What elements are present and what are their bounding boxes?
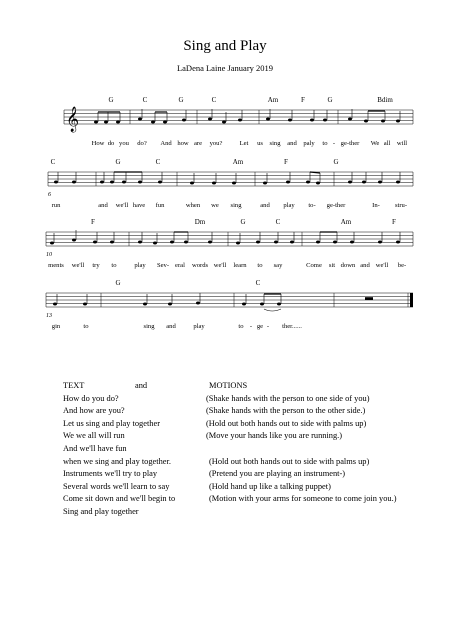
lyric-syllable: sit	[328, 262, 336, 269]
lyric-syllable: all	[383, 140, 391, 147]
lyric-syllable: gin	[51, 323, 61, 330]
lyric-line: Come sit down and we'll begin to	[63, 494, 176, 504]
motion-instruction: (Hold out both hands out to side with palms up)	[206, 418, 367, 428]
lyric-syllable: stru-	[394, 202, 408, 209]
text-motion-row	[63, 456, 423, 469]
lyric-syllable: ge	[256, 323, 264, 330]
lyric-syllable: to	[111, 262, 117, 269]
lyric-syllable: ge-ther	[326, 202, 346, 209]
chord-symbol: C	[142, 96, 148, 104]
composer-date: LaDena Laine January 2019	[176, 63, 274, 73]
chord-symbol: G	[240, 218, 246, 226]
lyric-line: And how are you?	[63, 406, 125, 416]
and-header: and	[135, 381, 148, 390]
lyric-syllable: we	[211, 202, 219, 209]
lyric-syllable: How	[91, 140, 105, 147]
lyric-syllable: down	[340, 262, 356, 269]
text-motion-row	[63, 418, 423, 431]
chord-symbol: F	[284, 158, 288, 166]
lyric-syllable: us	[257, 140, 263, 147]
text-and-motions	[63, 380, 423, 519]
lyric-line: when we sing and play together.	[63, 456, 171, 466]
motion-instruction: (Motion with your arms for someone to come join you.)	[209, 494, 397, 504]
lyric-syllable: are	[193, 140, 203, 147]
lyric-syllable: ther......	[282, 323, 302, 330]
motion-instruction: (Pretend you are playing an instrument-)	[209, 469, 346, 479]
lyrics-row	[0, 323, 450, 335]
motion-instruction: (Shake hands with the person to the other side.)	[206, 406, 366, 416]
text-motion-row	[63, 481, 423, 494]
lyrics-row	[0, 140, 450, 152]
lyric-syllable: to	[83, 323, 89, 330]
text-motion-row	[63, 468, 423, 481]
lyric-syllable: we'll	[375, 262, 389, 269]
lyric-syllable: to	[238, 323, 244, 330]
chord-symbol: G	[333, 158, 339, 166]
text-header-row	[63, 380, 423, 393]
lyric-syllable: ments	[48, 262, 64, 269]
lyric-syllable: say	[273, 262, 283, 269]
lyric-syllable: we'll	[71, 262, 85, 269]
lyric-line: We we all will run	[63, 431, 125, 441]
motion-instruction: (Move your hands like you are running.)	[206, 431, 343, 441]
lyric-syllable: And	[160, 140, 172, 147]
lyric-syllable: play	[134, 262, 146, 269]
chord-symbol: Dm	[194, 218, 206, 226]
chord-symbol: C	[275, 218, 281, 226]
chord-symbol: F	[392, 218, 396, 226]
music-system-4	[0, 279, 450, 339]
lyrics-row	[0, 262, 450, 274]
chord-symbol: C	[50, 158, 56, 166]
chord-symbol: F	[301, 96, 305, 104]
lyric-syllable: to-	[308, 202, 316, 209]
text-header: TEXT	[63, 381, 85, 390]
text-motion-row	[63, 393, 423, 406]
chord-symbol: F	[91, 218, 95, 226]
chord-symbol: C	[155, 158, 161, 166]
lyric-syllable: we'll	[115, 202, 129, 209]
lyric-syllable: -	[266, 323, 270, 330]
lyric-syllable: try	[92, 262, 100, 269]
lyric-syllable: Come	[306, 262, 322, 269]
music-system-2	[0, 158, 450, 218]
chord-symbol: C	[211, 96, 217, 104]
lyric-syllable: sing	[269, 140, 281, 147]
chord-symbol: G	[178, 96, 184, 104]
chord-symbol: G	[108, 96, 114, 104]
text-motion-row	[63, 506, 423, 519]
lyric-syllable: will	[396, 140, 408, 147]
lyric-line: Sing and play together	[63, 506, 139, 516]
song-title: Sing and Play	[183, 38, 267, 54]
lyric-line: Several words we'll learn to say	[63, 481, 170, 491]
lyric-syllable: We	[370, 140, 380, 147]
measure-number: 6	[48, 192, 51, 198]
motion-instruction: (Shake hands with the person to one side of you)	[206, 393, 370, 403]
lyric-syllable: we'll	[213, 262, 227, 269]
chord-symbol: Bdim	[377, 96, 393, 104]
lyric-syllable: play	[193, 323, 205, 330]
lyric-syllable: and	[166, 323, 176, 330]
text-motion-row	[63, 493, 423, 506]
lyric-syllable: play	[283, 202, 295, 209]
text-motion-row	[63, 405, 423, 418]
music-system-1	[0, 96, 450, 156]
lyric-syllable: In-	[372, 202, 380, 209]
lyric-syllable: -	[332, 140, 336, 147]
measure-number: 13	[46, 313, 52, 319]
lyric-syllable: you?	[209, 140, 223, 147]
lyric-syllable: to	[257, 262, 263, 269]
lyric-syllable: learn	[233, 262, 247, 269]
lyric-syllable: and	[360, 262, 370, 269]
chord-symbol: Am	[232, 158, 244, 166]
lyric-syllable: be-	[397, 262, 407, 269]
lyric-syllable: have	[132, 202, 146, 209]
lyric-syllable: do?	[137, 140, 147, 147]
lyric-syllable: run	[51, 202, 61, 209]
svg-text:𝄞: 𝄞	[66, 107, 80, 132]
lyric-syllable: eral	[175, 262, 185, 269]
lyric-line: How do you do?	[63, 393, 119, 403]
lyric-syllable: sing	[143, 323, 155, 330]
lyric-syllable: do	[107, 140, 115, 147]
lyric-syllable: Sev-	[156, 262, 170, 269]
lyric-syllable: when	[185, 202, 201, 209]
lyric-syllable: words	[191, 262, 209, 269]
lyric-syllable: how	[177, 140, 189, 147]
text-motion-row	[63, 443, 423, 456]
motion-instruction: (Hold out both hands out to side with palms up)	[209, 456, 370, 466]
lyric-syllable: you	[119, 140, 129, 147]
chord-symbol: Am	[267, 96, 279, 104]
chord-symbol: G	[327, 96, 333, 104]
music-system-3	[0, 218, 450, 278]
lyric-line: Let us sing and play together	[63, 418, 160, 428]
chord-symbol: C	[255, 279, 261, 287]
lyric-line: Instruments we'll try to play	[63, 469, 158, 479]
motion-instruction: (Hold hand up like a talking puppet)	[209, 481, 331, 491]
lyric-syllable: fun	[155, 202, 165, 209]
chord-symbol: G	[115, 158, 121, 166]
lyric-syllable: and	[98, 202, 108, 209]
lyric-syllable: Let	[239, 140, 249, 147]
lyrics-row	[0, 202, 450, 214]
lyric-syllable: ge-ther	[340, 140, 360, 147]
lyric-syllable: paly	[303, 140, 315, 147]
lyric-syllable: and	[287, 140, 297, 147]
text-motion-row	[63, 430, 423, 443]
chord-symbol: Am	[340, 218, 352, 226]
chord-symbol: G	[115, 279, 121, 287]
lyric-syllable: sing	[230, 202, 242, 209]
motions-header: MOTIONS	[209, 381, 248, 390]
lyric-syllable: and	[260, 202, 270, 209]
measure-number: 10	[46, 252, 52, 258]
lyric-syllable: to	[322, 140, 328, 147]
lyric-line: And we'll have fun	[63, 443, 127, 453]
lyric-syllable: -	[249, 323, 253, 330]
